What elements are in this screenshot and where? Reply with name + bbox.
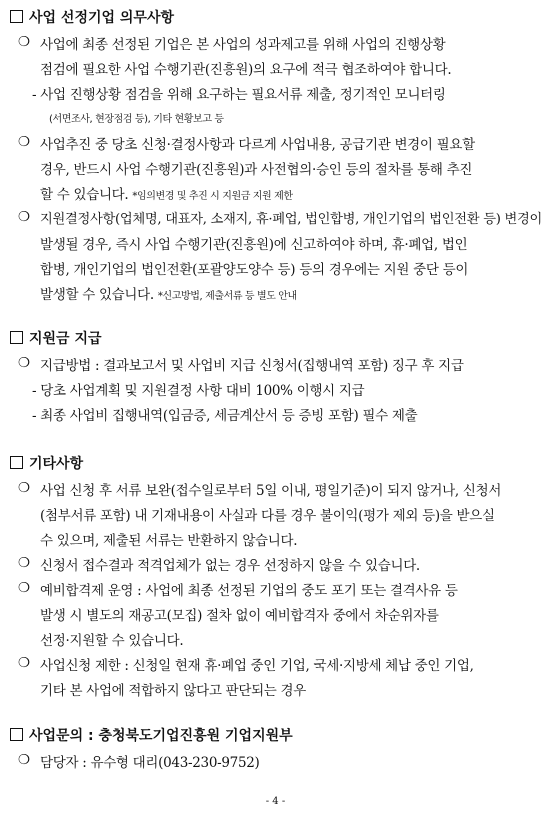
obligation-line-4: 경우, 반드시 사업 수행기관(진흥원)과 사전협의·승인 등의 절차를 통해 추진 bbox=[40, 162, 473, 178]
obligation-subline-1: - 사업 진행상황 점검을 위해 요구하는 필요서류 제출, 정기적인 모니터링 bbox=[32, 87, 446, 103]
obligation-line-9: 발생할 수 있습니다. *신고방법, 제출서류 등 별도 안내 bbox=[40, 287, 297, 303]
bullet-icon: ❍ bbox=[18, 209, 31, 225]
obligation-note-2: *신고방법, 제출서류 등 별도 안내 bbox=[157, 291, 297, 302]
bullet-icon: ❍ bbox=[18, 555, 31, 571]
misc-line-9: 기타 본 사업에 적합하지 않다고 판단되는 경우 bbox=[40, 683, 307, 699]
section-heading-payment: 지원금 지급 bbox=[10, 328, 102, 348]
bullet-icon: ❍ bbox=[18, 134, 31, 150]
inquiry-contact-line: 담당자 : 유수형 대리(043-230-9752) bbox=[40, 755, 260, 771]
bullet-icon: ❍ bbox=[18, 655, 31, 671]
obligation-line-5: 할 수 있습니다. *임의변경 및 추진 시 지원금 지원 제한 bbox=[40, 187, 293, 203]
bullet-icon: ❍ bbox=[18, 355, 31, 371]
bullet-icon: ❍ bbox=[18, 480, 31, 496]
obligation-line-2: 점검에 필요한 사업 수행기관(진흥원)의 요구에 적극 협조하여야 합니다. bbox=[40, 62, 452, 78]
misc-line-6: 발생 시 별도의 재공고(모집) 절차 없이 예비합격자 중에서 차순위자를 bbox=[40, 608, 439, 624]
section-heading-obligations: 사업 선정기업 의무사항 bbox=[10, 7, 174, 27]
obligation-line-1: 사업에 최종 선정된 기업은 본 사업의 성과제고를 위해 사업의 진행상황 bbox=[40, 37, 446, 53]
misc-line-5: 예비합격제 운영 : 사업에 최종 선정된 기업의 중도 포기 또는 결격사유 등 bbox=[40, 583, 458, 599]
misc-line-4: 신청서 접수결과 적격업체가 없는 경우 선정하지 않을 수 있습니다. bbox=[40, 558, 420, 574]
bullet-icon: ❍ bbox=[18, 34, 31, 50]
checkbox-square-icon bbox=[10, 331, 23, 344]
obligation-note-1: *임의변경 및 추진 시 지원금 지원 제한 bbox=[132, 191, 293, 202]
bullet-icon: ❍ bbox=[18, 580, 31, 596]
misc-line-8: 사업신청 제한 : 신청일 현재 휴·폐업 중인 기업, 국세·지방세 체납 중인 기업, bbox=[40, 658, 474, 674]
page-number: - 4 - bbox=[265, 796, 286, 807]
checkbox-square-icon bbox=[10, 456, 23, 469]
bullet-icon: ❍ bbox=[18, 752, 31, 768]
section-heading-inquiry: 사업문의 : 충청북도기업진흥원 기업지원부 bbox=[10, 725, 293, 745]
checkbox-square-icon bbox=[10, 10, 23, 23]
obligation-line-7: 발생될 경우, 즉시 사업 수행기관(진흥원)에 신고하여야 하며, 휴·폐업, 법인 bbox=[40, 237, 468, 253]
obligation-subline-2: (서면조사, 현장점검 등), 기타 현황보고 등 bbox=[49, 114, 224, 125]
payment-line-1: 지급방법 : 결과보고서 및 사업비 지급 신청서(집행내역 포함) 징구 후 지급 bbox=[40, 358, 464, 374]
checkbox-square-icon bbox=[10, 728, 23, 741]
payment-subline-2: - 최종 사업비 집행내역(입금증, 세금계산서 등 증빙 포함) 필수 제출 bbox=[32, 408, 418, 424]
payment-subline-1: - 당초 사업계획 및 지원결정 사항 대비 100% 이행시 지급 bbox=[32, 383, 365, 399]
section-heading-misc: 기타사항 bbox=[10, 453, 83, 473]
misc-line-7: 선정·지원할 수 있습니다. bbox=[40, 633, 184, 649]
obligation-line-3: 사업추진 중 당초 신청·결정사항과 다르게 사업내용, 공급기관 변경이 필요할 bbox=[40, 137, 475, 153]
obligation-line-6: 지원결정사항(업체명, 대표자, 소재지, 휴·폐업, 법인합병, 개인기업의 법인전환 등) 변경이 bbox=[40, 212, 542, 227]
misc-line-2: (첨부서류 포함) 내 기재내용이 사실과 다를 경우 불이익(평가 제외 등)을 받으실 bbox=[40, 508, 495, 524]
misc-line-1: 사업 신청 후 서류 보완(접수일로부터 5일 이내, 평일기준)이 되지 않거나, 신청서 bbox=[40, 483, 502, 499]
misc-line-3: 수 있으며, 제출된 서류는 반환하지 않습니다. bbox=[40, 533, 298, 549]
obligation-line-8: 합병, 개인기업의 법인전환(포괄양도양수 등) 등의 경우에는 지원 중단 등이 bbox=[40, 262, 469, 278]
